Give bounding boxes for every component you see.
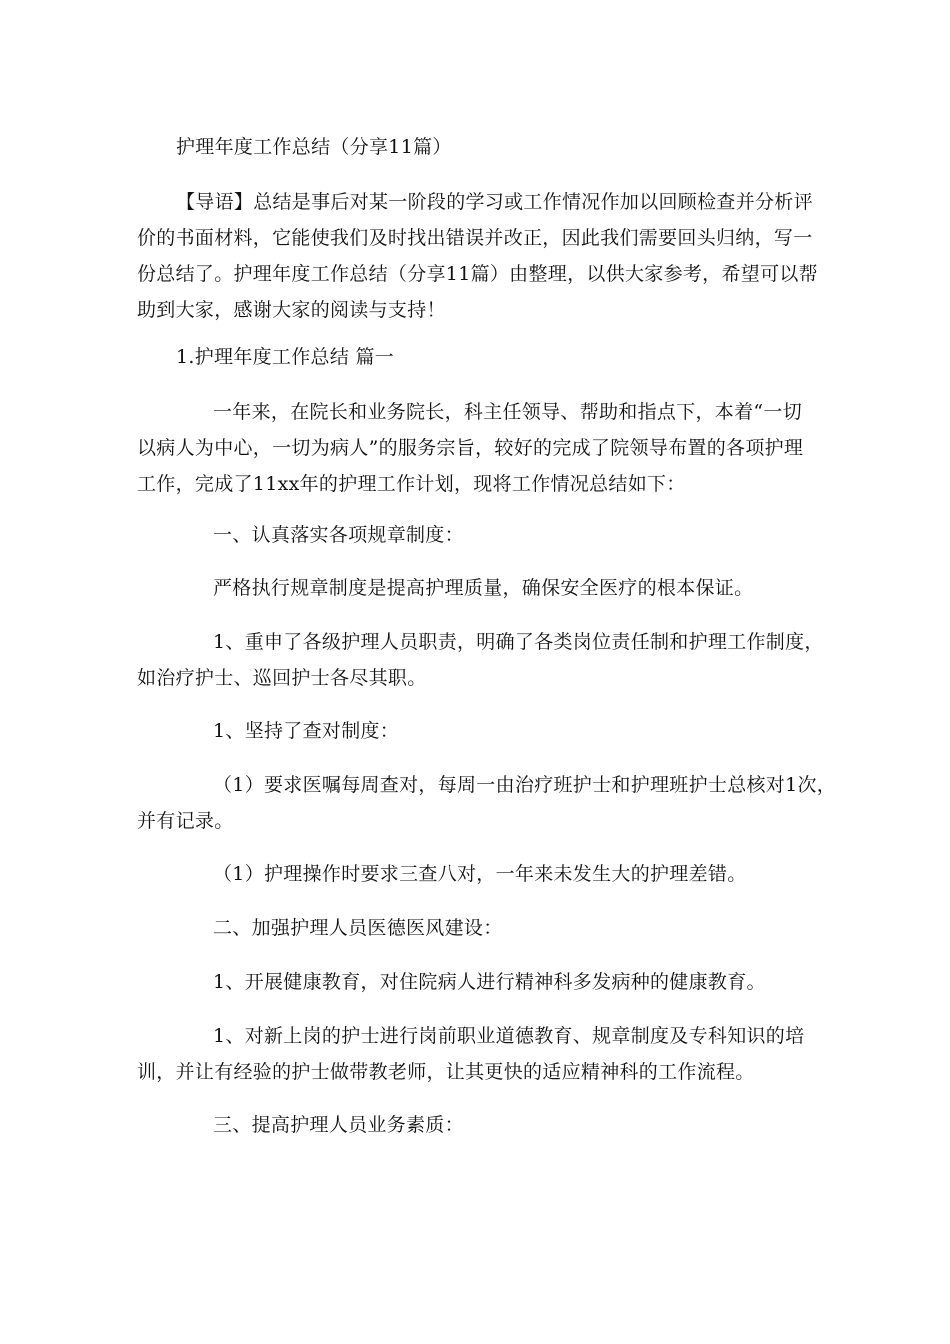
part1-sub2: （1）护理操作时要求三查八对，一年来未发生大的护理差错。 (213, 863, 747, 885)
opening-line: 一年来，在院长和业务院长，科主任领导、帮助和指点下，本着“一切 (213, 401, 803, 423)
intro-line: 价的书面材料，它能使我们及时找出错误并改正，因此我们需要回头归纳，写一 (137, 227, 813, 249)
part2-item2-line: 1、对新上岗的护士进行岗前职业道德教育、规章制度及专科知识的培 (213, 1025, 805, 1047)
part1-item1-line: 1、重申了各级护理人员职责，明确了各类岗位责任制和护理工作制度， (213, 631, 824, 653)
part1-heading: 一、认真落实各项规章制度： (213, 524, 464, 546)
part2-item1: 1、开展健康教育，对住院病人进行精神科多发病种的健康教育。 (213, 971, 766, 993)
part2-item2-line: 训，并让有经验的护士做带教老师，让其更快的适应精神科的工作流程。 (137, 1061, 755, 1083)
opening-line: 以病人为中心，一切为病人”的服务宗旨，较好的完成了院领导布置的各项护理 (137, 437, 804, 459)
intro-line: 助到大家，感谢大家的阅读与支持！ (137, 299, 446, 321)
part3-heading: 三、提高护理人员业务素质： (213, 1114, 464, 1136)
part1-item1-line: 如治疗护士、巡回护士各尽其职。 (137, 667, 427, 689)
intro-line: 份总结了。护理年度工作总结（分享11篇）由整理，以供大家参考，希望可以帮 (137, 263, 818, 285)
part1-sub1-line: 并有记录。 (137, 810, 234, 832)
part2-heading: 二、加强护理人员医德医风建设： (213, 917, 503, 939)
part1-lead: 严格执行规章制度是提高护理质量，确保安全医疗的根本保证。 (213, 577, 754, 599)
part1-sub1-line: （1）要求医嘱每周查对，每周一由治疗班护士和护理班护士总核对1次， (213, 774, 837, 796)
section-heading: 1.护理年度工作总结 篇一 (176, 346, 395, 368)
part1-item2: 1、坚持了查对制度： (213, 720, 400, 742)
opening-line: 工作，完成了11xx年的护理工作计划，现将工作情况总结如下： (137, 473, 686, 495)
intro-line: 【导语】总结是事后对某一阶段的学习或工作情况作加以回顾检查并分析评 (176, 191, 813, 213)
document-title: 护理年度工作总结（分享11篇） (176, 136, 452, 158)
